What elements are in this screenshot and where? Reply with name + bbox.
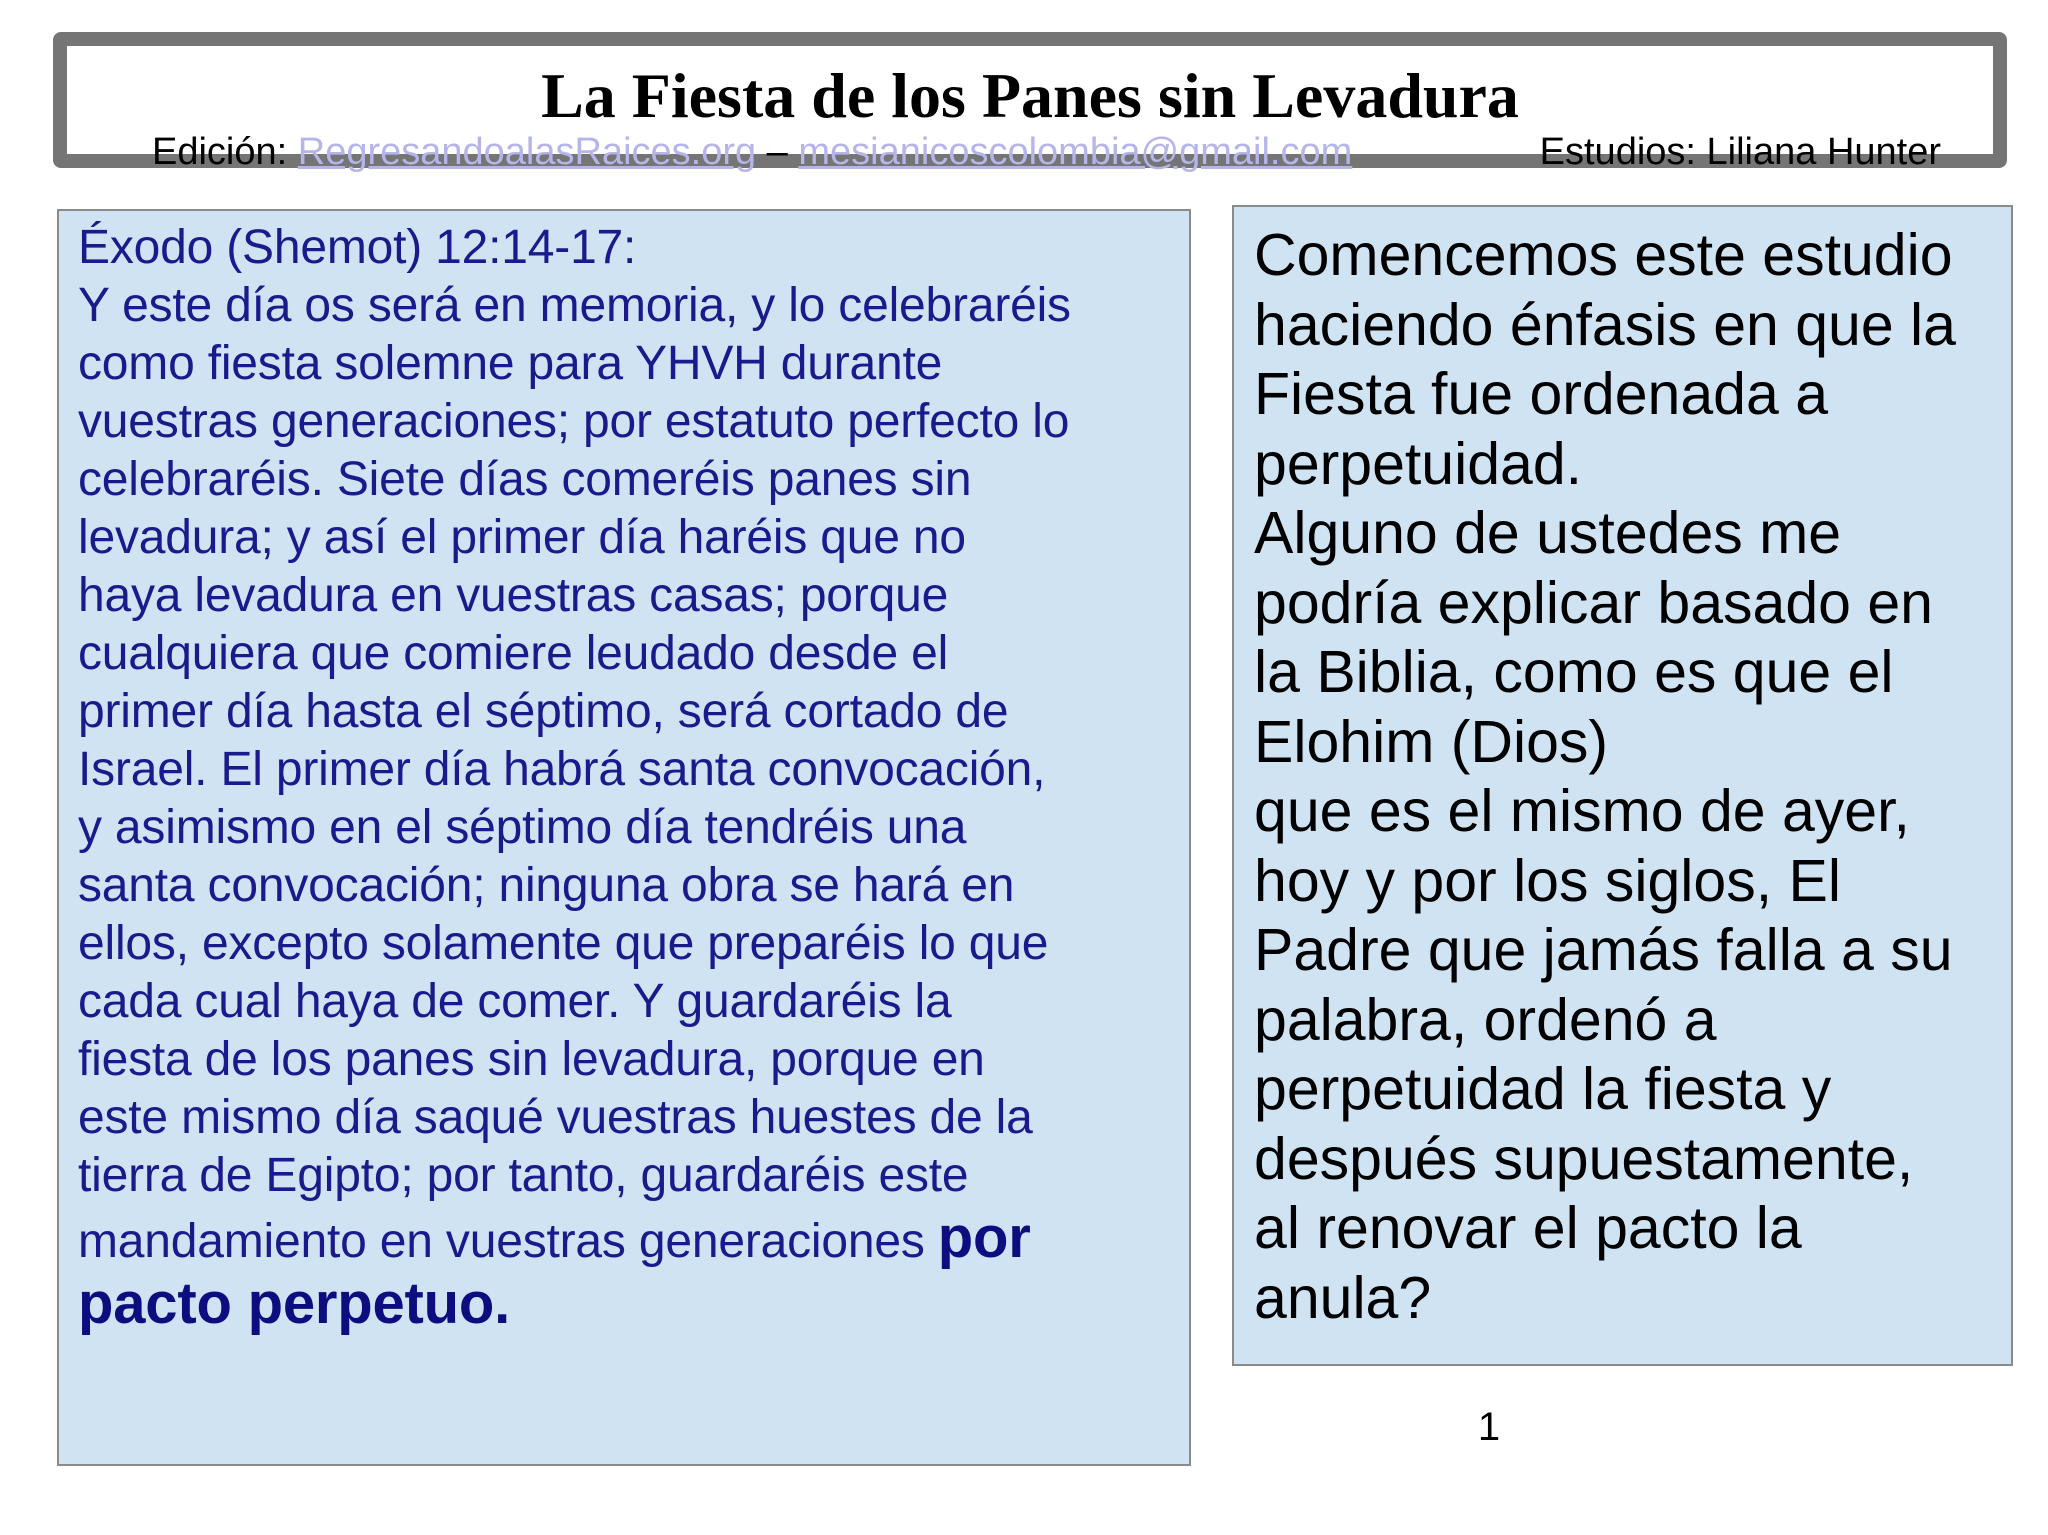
site-link[interactable]: RegresandoalasRaices.org bbox=[297, 131, 757, 173]
question-line: Elohim (Dios) bbox=[1254, 708, 1609, 775]
page-number: 1 bbox=[1477, 1405, 1501, 1449]
question-line: Alguno de ustedes me bbox=[1254, 500, 1842, 566]
question-panel bbox=[1232, 205, 2013, 1366]
scripture-emphasis-last: pacto perpetuo. bbox=[78, 1271, 511, 1336]
scripture-line: fiesta de los panes sin levadura, porque en bbox=[78, 1033, 985, 1086]
question-line: Fiesta fue ordenada a bbox=[1254, 361, 1829, 427]
scripture-line: levadura; y así el primer día haréis que no bbox=[78, 511, 966, 564]
scripture-line: mandamiento en vuestras generaciones bbox=[78, 1215, 938, 1268]
scripture-line: ellos, excepto solamente que preparéis lo que bbox=[78, 917, 1049, 970]
scripture-line-with-emphasis bbox=[78, 1205, 1171, 1271]
credit-separator: – bbox=[756, 131, 799, 173]
question-line: hoy y por los siglos, El bbox=[1254, 847, 1841, 914]
question-line: Comencemos este estudio bbox=[1254, 222, 1953, 288]
question-line: al renovar el pacto la bbox=[1254, 1195, 1802, 1261]
question-line: anula? bbox=[1254, 1264, 1432, 1331]
question-line: Padre que jamás falla a su bbox=[1254, 917, 1953, 983]
page-title: La Fiesta de los Panes sin Levadura bbox=[541, 60, 1519, 131]
scripture-line: cada cual haya de comer. Y guardaréis la bbox=[78, 975, 952, 1028]
question-line: podría explicar basado en bbox=[1254, 569, 1933, 636]
scripture-line: tierra de Egipto; por tanto, guardaréis este bbox=[78, 1149, 969, 1202]
scripture-line: vuestras generaciones; por estatuto perfecto lo bbox=[78, 395, 1070, 448]
email-link[interactable]: mesianicoscolombia@gmail.com bbox=[798, 131, 1353, 173]
scripture-line: y asimismo en el séptimo día tendréis una bbox=[78, 801, 967, 854]
scripture-reference: Éxodo (Shemot) 12:14-17: bbox=[78, 221, 637, 274]
scripture-line: santa convocación; ninguna obra se hará en bbox=[78, 859, 1015, 912]
scripture-line: primer día hasta el séptimo, será cortado de bbox=[78, 685, 1009, 738]
header-box bbox=[53, 32, 2007, 173]
scripture-line: Y este día os será en memoria, y lo celebraréis bbox=[78, 279, 1071, 332]
scripture-line: celebraréis. Siete días comeréis panes sin bbox=[78, 453, 972, 506]
scripture-line: como fiesta solemne para YHVH durante bbox=[78, 337, 943, 390]
scripture-line: haya levadura en vuestras casas; porque bbox=[78, 569, 949, 622]
scripture-line: cualquiera que comiere leudado desde el bbox=[78, 627, 949, 680]
scripture-emphasis-inline: por bbox=[937, 1205, 1031, 1270]
scripture-line: Israel. El primer día habrá santa convocación, bbox=[78, 743, 1046, 796]
edition-label: Edición: bbox=[152, 131, 298, 173]
scripture-panel bbox=[57, 209, 1191, 1466]
scripture-text bbox=[78, 219, 1171, 1337]
question-line: la Biblia, como es que el bbox=[1254, 639, 1894, 705]
question-line: perpetuidad la fiesta y bbox=[1254, 1056, 1832, 1122]
question-line: palabra, ordenó a bbox=[1254, 986, 1717, 1053]
question-line: perpetuidad. bbox=[1254, 430, 1583, 497]
question-line: después supuestamente, bbox=[1254, 1125, 1914, 1192]
question-text bbox=[1254, 221, 1995, 1333]
question-line: que es el mismo de ayer, bbox=[1254, 778, 1910, 844]
author-credit: Estudios: Liliana Hunter bbox=[1539, 131, 1941, 173]
scripture-line: este mismo día saqué vuestras huestes de la bbox=[78, 1091, 1033, 1144]
question-line: haciendo énfasis en que la bbox=[1254, 291, 1956, 358]
edition-credit bbox=[152, 132, 1352, 172]
